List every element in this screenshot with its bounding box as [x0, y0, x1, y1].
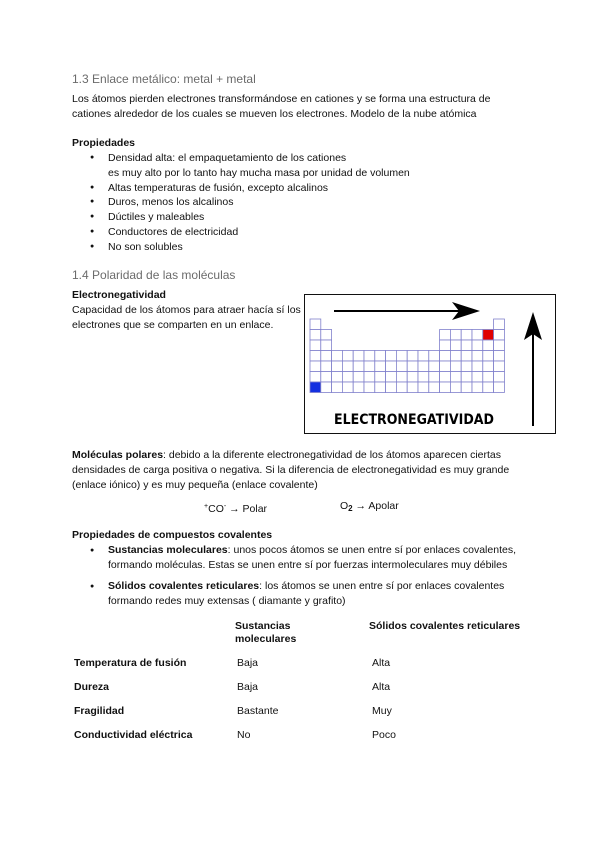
section-13-intro-line-2: cationes alrededor de los cuales se mueven los electrones. Modelo de la nube atómica [72, 108, 477, 120]
periodic-cell [310, 319, 321, 330]
list-item: ● No son solubles [72, 240, 410, 255]
periodic-cell [396, 372, 407, 383]
atom-o: O [215, 503, 224, 515]
periodic-cell [440, 382, 451, 393]
periodic-cell [364, 372, 375, 383]
polar-molecules-line-2: densidades de carga positiva o negativa. Si la diferencia de electronegatividad es muy grande [72, 464, 510, 476]
periodic-cell [472, 330, 483, 341]
apolar-result: → Apolar [352, 500, 399, 512]
covalent-bullet-1 [90, 543, 516, 558]
properties-heading: Propiedades [72, 137, 136, 149]
periodic-cell [332, 361, 343, 372]
periodic-cell [461, 361, 472, 372]
periodic-cell [472, 372, 483, 383]
periodic-cell [450, 340, 461, 351]
periodic-cell [418, 372, 429, 383]
charge-plus: + [204, 503, 209, 510]
periodic-cell [472, 340, 483, 351]
table-cell: Alta [372, 657, 391, 669]
periodic-cell [310, 382, 321, 393]
list-item: ● Duros, menos los alcalinos [72, 195, 410, 210]
figure-label: ELECTRONEGATIVIDAD [334, 412, 494, 428]
periodic-cell [494, 361, 505, 372]
periodic-cell [440, 361, 451, 372]
apolar-example [340, 499, 399, 516]
electronegativity-periodic-table-figure [304, 294, 556, 434]
periodic-cell [483, 382, 494, 393]
periodic-cell [494, 330, 505, 341]
periodic-cell [429, 382, 440, 393]
covalent-bullet-1-line-2: formando moléculas. Estas se unen entre sí por fuerzas intermoleculares muy débiles [108, 559, 508, 571]
atom-o2: O [340, 500, 349, 512]
periodic-cell [396, 351, 407, 362]
table-header-covalent-network: Sólidos covalentes reticulares [369, 620, 521, 632]
polar-molecules-line-1 [72, 448, 501, 463]
polar-molecules-line-3: (enlace iónico) y es muy pequeña (enlace covalente) [72, 479, 318, 491]
covalent-network-term: Sólidos covalentes reticulares [108, 580, 260, 592]
periodic-cell [461, 330, 472, 341]
periodic-cell [342, 372, 353, 383]
periodic-cell [429, 372, 440, 383]
periodic-cell [321, 351, 332, 362]
metal-properties-list [72, 151, 410, 255]
periodic-cell [483, 330, 494, 341]
covalent-heading: Propiedades de compuestos covalentes [72, 529, 273, 541]
periodic-cell [364, 361, 375, 372]
section-14-title: 1.4 Polaridad de las moléculas [72, 268, 236, 282]
table-cell: Baja [237, 657, 259, 669]
periodic-cell [418, 351, 429, 362]
periodic-cell [310, 340, 321, 351]
periodic-cell [450, 372, 461, 383]
periodic-cell [461, 351, 472, 362]
periodic-cell [375, 372, 386, 383]
electronegativity-def-line-1: Capacidad de los átomos para atraer hacía sí los [72, 304, 301, 316]
periodic-cell [472, 361, 483, 372]
periodic-cell [386, 361, 397, 372]
covalent-bullet-2 [90, 579, 504, 594]
bullet-icon: ● [90, 583, 95, 590]
periodic-cell [321, 330, 332, 341]
periodic-cell [375, 361, 386, 372]
list-item-continuation: es muy alto por lo tanto hay mucha masa por unidad de volumen [108, 166, 410, 179]
subscript-2: 2 [348, 504, 353, 513]
table-cell: Bastante [237, 705, 279, 717]
periodic-cell [450, 351, 461, 362]
molecular-substances-term: Sustancias moleculares [108, 544, 228, 556]
bullet-icon: ● [90, 547, 95, 554]
periodic-cell [483, 361, 494, 372]
periodic-cell [332, 382, 343, 393]
periodic-cell [450, 361, 461, 372]
periodic-cell [310, 351, 321, 362]
list-item: ● Dúctiles y maleables [72, 210, 410, 225]
table-cell: Muy [372, 705, 392, 717]
list-item: ● Densidad alta: el empaquetamiento de los cationes [72, 151, 410, 166]
electronegativity-def-line-2: electrones que se comparten en un enlace. [72, 319, 274, 331]
periodic-cell [321, 340, 332, 351]
charge-minus: - [223, 503, 227, 510]
periodic-cell [353, 361, 364, 372]
header-line: moleculares [235, 633, 297, 645]
periodic-cell [440, 330, 451, 341]
periodic-cell [321, 382, 332, 393]
periodic-cell [342, 351, 353, 362]
table-cell: Baja [237, 681, 259, 693]
molecular-substances-text: : unos pocos átomos se unen entre sí por enlaces covalentes, [227, 544, 516, 556]
periodic-cell [407, 372, 418, 383]
table-row-label: Dureza [74, 681, 110, 693]
periodic-cell [440, 340, 451, 351]
periodic-cell [461, 340, 472, 351]
periodic-cell [418, 361, 429, 372]
section-13-title: 1.3 Enlace metálico: metal + metal [72, 72, 256, 86]
list-item: ● Altas temperaturas de fusión, excepto alcalinos [72, 181, 410, 196]
table-cell: No [237, 729, 251, 741]
periodic-cell [472, 351, 483, 362]
table-row-label: Fragilidad [74, 705, 125, 717]
periodic-cell [310, 372, 321, 383]
periodic-cell [353, 382, 364, 393]
periodic-cell [386, 351, 397, 362]
periodic-cell [375, 351, 386, 362]
periodic-cell [407, 361, 418, 372]
periodic-cell [494, 372, 505, 383]
polar-result: → Polar [226, 503, 268, 515]
periodic-cell [483, 340, 494, 351]
table-row-label: Conductividad eléctrica [74, 729, 193, 741]
periodic-cell [450, 330, 461, 341]
periodic-cell [353, 372, 364, 383]
periodic-cell [364, 351, 375, 362]
periodic-cell [310, 330, 321, 341]
polar-example [204, 499, 267, 517]
periodic-cell [342, 361, 353, 372]
periodic-cell [429, 351, 440, 362]
table-row-label: Temperatura de fusión [74, 657, 187, 669]
covalent-network-text: : los átomos se unen entre sí por enlaces covalentes [259, 580, 505, 592]
periodic-cell [386, 372, 397, 383]
periodic-cell [407, 382, 418, 393]
section-13-intro-line-1: Los átomos pierden electrones transformándose en cationes y se forma una estructura de [72, 93, 491, 105]
periodic-cell [418, 382, 429, 393]
header-line: Sustancias [235, 620, 291, 632]
atom-c: C [208, 503, 216, 515]
periodic-cell [461, 372, 472, 383]
periodic-cell [342, 382, 353, 393]
electronegativity-heading: Electronegatividad [72, 289, 166, 301]
list-item: ● Conductores de electricidad [72, 225, 410, 240]
table-header-molecular [235, 620, 296, 646]
polar-molecules-term: Moléculas polares [72, 449, 164, 461]
periodic-cell [321, 361, 332, 372]
periodic-cell [450, 382, 461, 393]
table-cell: Alta [372, 681, 391, 693]
table-cell: Poco [372, 729, 396, 741]
periodic-cell [440, 372, 451, 383]
periodic-cell [483, 351, 494, 362]
periodic-cell [375, 382, 386, 393]
periodic-cell [332, 351, 343, 362]
periodic-cell [494, 319, 505, 330]
periodic-cell [472, 382, 483, 393]
periodic-cell [396, 361, 407, 372]
periodic-cell [407, 351, 418, 362]
periodic-cell [353, 351, 364, 362]
periodic-cell [494, 351, 505, 362]
periodic-cell [494, 382, 505, 393]
periodic-cell [440, 351, 451, 362]
periodic-cell [332, 372, 343, 383]
periodic-cell [386, 382, 397, 393]
periodic-cell [494, 340, 505, 351]
periodic-cell [364, 382, 375, 393]
periodic-cell [321, 372, 332, 383]
periodic-cell [396, 382, 407, 393]
periodic-cell [429, 361, 440, 372]
periodic-cell [483, 372, 494, 383]
polar-molecules-text: : debido a la diferente electronegatividad de los átomos aparecen ciertas [163, 449, 502, 461]
covalent-bullet-2-line-2: formando redes muy extensas ( diamante y grafito) [108, 595, 346, 607]
periodic-cell [310, 361, 321, 372]
periodic-cell [461, 382, 472, 393]
